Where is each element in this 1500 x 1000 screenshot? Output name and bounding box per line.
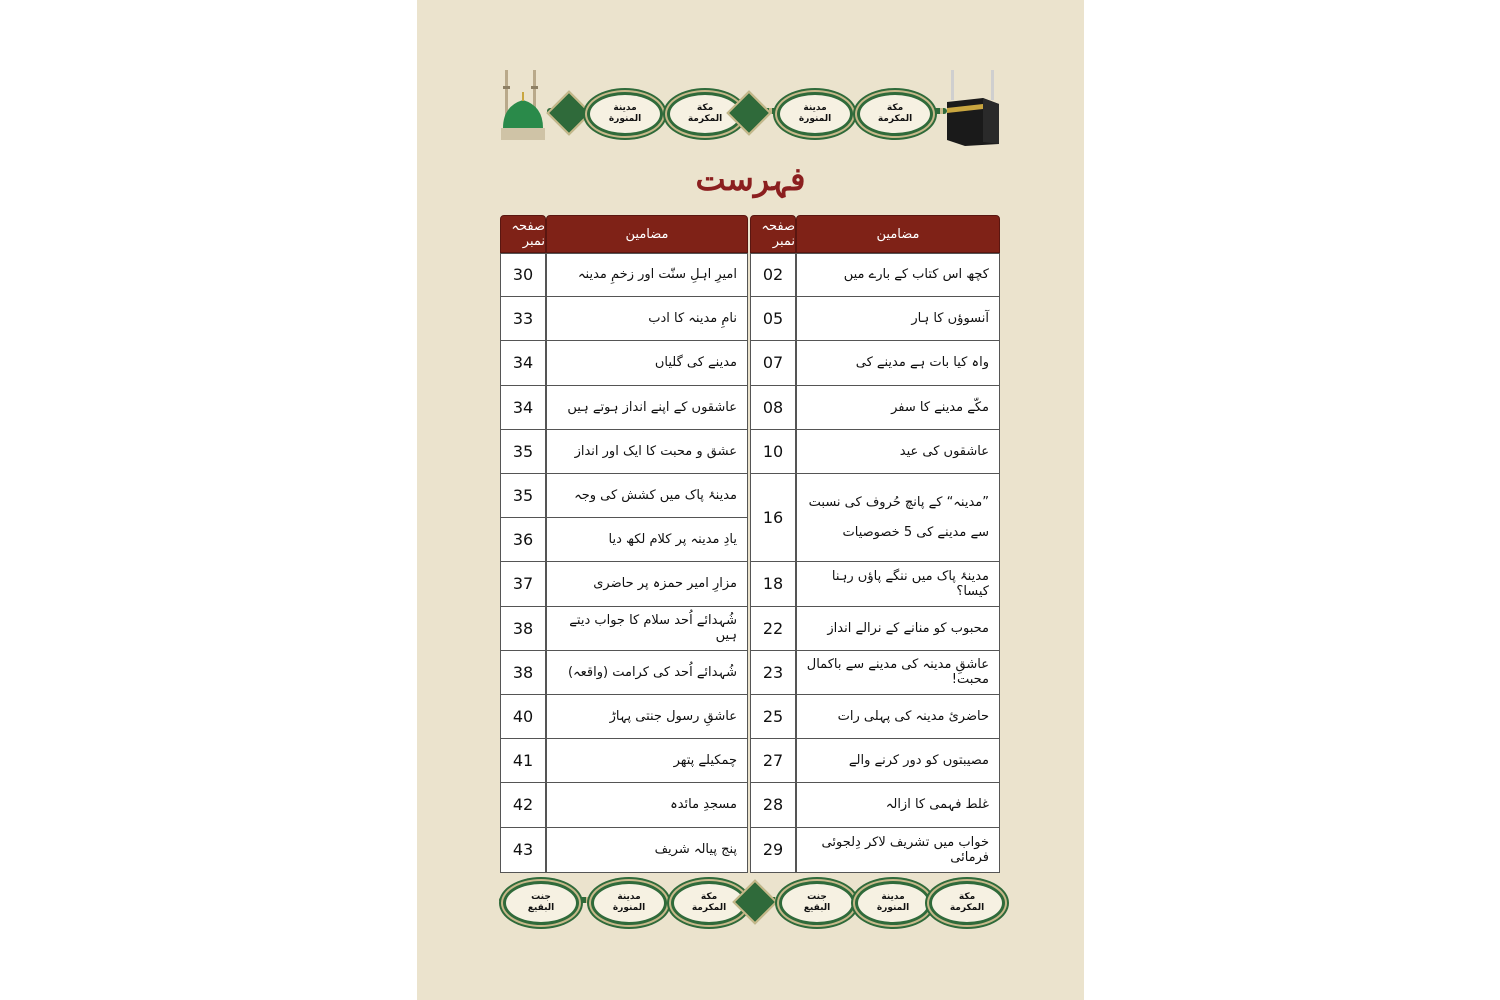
toc-topic: مدینۂ پاک میں ننگے پاؤں رہنا کیسا؟: [797, 562, 999, 606]
toc-page-number: 41: [501, 739, 545, 783]
kaaba-icon: [943, 68, 1003, 148]
header-topics-right: مضامین: [796, 215, 1000, 253]
toc-page-number: 28: [751, 783, 795, 827]
toc-topic: یادِ مدینہ پر کلام لکھ دیا: [547, 518, 747, 562]
toc-topic: شُہدائے اُحد سلام کا جواب دیتے ہیں: [547, 607, 747, 651]
toc-page-number: 42: [501, 783, 545, 827]
toc-page-number: 34: [501, 341, 545, 385]
toc-topic: پنج پیالہ شریف: [654, 842, 737, 858]
toc-topic: آنسوؤں کا ہار: [797, 297, 999, 341]
ornament-knot: [732, 879, 777, 924]
toc-topic: عاشقِ مدینہ کی مدینے سے باکمال محبت!: [797, 651, 999, 695]
toc-topic: کچھ اس کتاب کے بارے میں: [797, 253, 999, 297]
header-topics-left: مضامین: [546, 215, 748, 253]
toc-topic: مکّے مدینے کا سفر: [797, 386, 999, 430]
toc-topic: مدینۂ پاک میں کشش کی وجہ: [547, 474, 747, 518]
toc-page-number: 34: [501, 386, 545, 430]
toc-topic: امیرِ اہلِ سنّت اور زخمِ مدینہ: [547, 253, 747, 297]
toc-topic: حاضریٔ مدینہ کی پہلی رات: [797, 695, 999, 739]
ornament-knot: [726, 90, 771, 135]
header-page-left: صفحہ نمبر: [500, 215, 546, 253]
toc-page-number: 33: [501, 297, 545, 341]
toc-page-number: 05: [751, 297, 795, 341]
toc-topic: غلط فہمی کا ازالہ: [797, 783, 999, 827]
footer-banner: [499, 877, 1003, 923]
medallion: مكة المكرمة: [857, 92, 933, 136]
toc-topic: چمکیلے پتھر: [547, 739, 747, 783]
medallion: جنت البقيع: [503, 881, 579, 925]
toc-page-number: 08: [751, 386, 795, 430]
contents-table: [500, 215, 1000, 873]
medallion: مدينة المنورة: [777, 92, 853, 136]
toc-page-number: 35: [501, 474, 545, 518]
medallion: مدينة المنورة: [855, 881, 931, 925]
toc-page-number: 30: [501, 253, 545, 297]
toc-page-number: 36: [501, 518, 545, 562]
toc-page-number: 16: [751, 474, 795, 562]
toc-topic: مسجدِ مائدہ: [547, 783, 747, 827]
toc-topic-line: سے مدینے کی 5 خصوصیات: [842, 524, 989, 540]
toc-page-number: 23: [751, 651, 795, 695]
medallion: جنت البقيع: [779, 881, 855, 925]
toc-page-number: 10: [751, 430, 795, 474]
toc-page-number: 35: [501, 430, 545, 474]
medallion: مكة المكرمة: [671, 881, 747, 925]
medallion: مدينة المنورة: [591, 881, 667, 925]
toc-topic: عاشقوں کی عید: [797, 430, 999, 474]
toc-topic: نامِ مدینہ کا ادب: [547, 297, 747, 341]
header-banner: [547, 86, 947, 136]
toc-page-number: 07: [751, 341, 795, 385]
toc-page-number: 38: [501, 607, 545, 651]
toc-topic-line: ”مدینہ“ کے پانچ حُروف کی نسبت: [808, 494, 989, 510]
toc-topic: عاشقِ رسول جنتی پہاڑ: [547, 695, 747, 739]
green-dome-icon: [497, 66, 549, 146]
toc-page-number: 18: [751, 562, 795, 606]
toc-page-number: 38: [501, 651, 545, 695]
toc-topic: عشق و محبت کا ایک اور انداز: [547, 430, 747, 474]
toc-topic: محبوب کو منانے کے نرالے انداز: [797, 607, 999, 651]
toc-page-number: 37: [501, 562, 545, 606]
medallion: مكة المكرمة: [667, 92, 743, 136]
toc-topic: واہ کیا بات ہے مدینے کی: [797, 341, 999, 385]
ornament-knot: [546, 90, 591, 135]
toc-page-number: 02: [751, 253, 795, 297]
toc-topic: عاشقوں کے اپنے انداز ہوتے ہیں: [547, 386, 747, 430]
toc-page-number: 40: [501, 695, 545, 739]
toc-page-number: 43: [512, 840, 534, 860]
header-page-right: صفحہ نمبر: [750, 215, 796, 253]
medallion: مكة المكرمة: [929, 881, 1005, 925]
toc-page-number: 27: [751, 739, 795, 783]
toc-page-number: 22: [751, 607, 795, 651]
toc-topic: [797, 474, 999, 562]
toc-topic: شُہدائے اُحد کی کرامت (واقعہ): [547, 651, 747, 695]
toc-page-number: 29: [762, 840, 784, 860]
toc-topic: مدینے کی گلیاں: [547, 341, 747, 385]
toc-topic: مصیبتوں کو دور کرنے والے: [797, 739, 999, 783]
toc-topic: مزارِ امیر حمزہ پر حاضری: [547, 562, 747, 606]
page-title: فہرست: [695, 160, 806, 198]
toc-page-number: 25: [751, 695, 795, 739]
medallion: مدينة المنورة: [587, 92, 663, 136]
toc-topic: خواب میں تشریف لاکر دِلجوئی فرمائی: [821, 834, 989, 865]
